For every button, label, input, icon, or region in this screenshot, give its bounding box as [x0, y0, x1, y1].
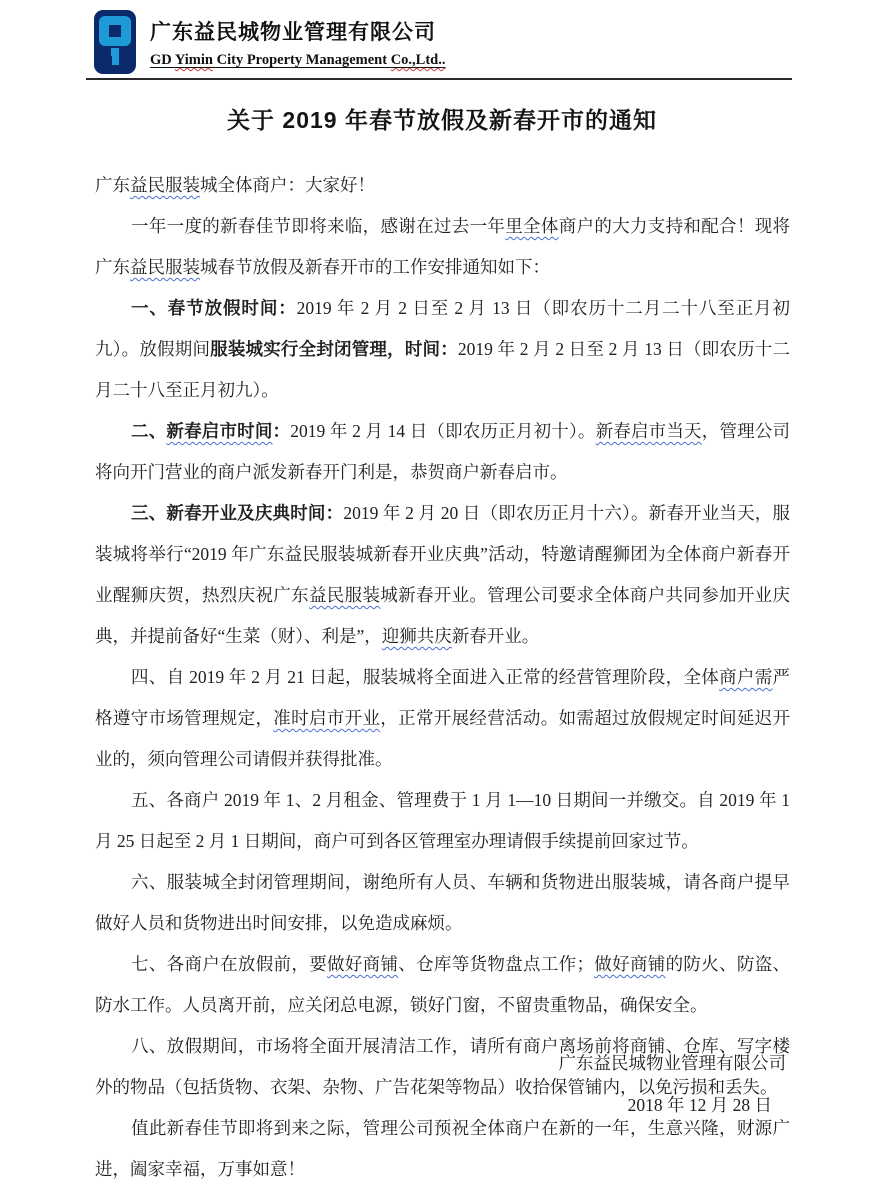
- paragraph: [95, 411, 790, 493]
- signature-date: 2018 年 12 月 28 日: [627, 1095, 772, 1115]
- text-run: 、仓库等货物盘点工作；: [398, 954, 594, 974]
- text-run: ，管理公司将向开门营业的商户派发新春开门利是，恭贺商户新春启市。: [95, 421, 791, 482]
- document-body: [95, 165, 790, 1190]
- text-run: GD: [150, 52, 175, 68]
- text-run: 一年一度的新春佳节即将来临，感谢在过去一年: [131, 216, 506, 236]
- text-run: 商户需: [719, 667, 773, 687]
- logo-connector: [111, 48, 119, 56]
- signature-company: 广东益民城物业管理有限公司: [558, 1053, 786, 1073]
- signature-block: [559, 1042, 791, 1126]
- logo-block-hole: [109, 25, 121, 37]
- paragraph: [95, 493, 790, 657]
- text-run: 迎狮共庆: [381, 626, 452, 646]
- text-run: 一、春节放假时间：: [131, 298, 297, 318]
- paragraph: [95, 944, 790, 1026]
- text-run: 2019 年 2 月 14 日（即农历正月初十）。: [290, 421, 596, 441]
- header-text: [150, 8, 792, 69]
- paragraph: [95, 862, 790, 944]
- text-run: 值此新春佳节即将到来之际，管理公司预祝全体商户在新的一年，生意兴隆，财源广进，阖家幸福，万事如意！: [95, 1118, 790, 1179]
- text-run: 益民服装: [308, 585, 381, 605]
- text-run: 做好商铺: [327, 954, 399, 974]
- text-run: 八、放假期间，市场将全面开展清洁工作，请所有商户离场前将商铺、仓库、写字楼外的物品（包括货物、衣架、杂物、广告花架等物品）收拾保管铺内，以免污损和丢失。: [95, 1036, 790, 1097]
- document-header: [92, 8, 792, 78]
- text-run: 服装城实行全封闭管理，时间：: [210, 339, 458, 359]
- text-run: 城全体商户：大家好！: [200, 175, 375, 195]
- text-run: Yimin: [174, 52, 213, 68]
- text-run: 益民服装: [130, 257, 200, 277]
- paragraph: [95, 288, 790, 411]
- paragraph: [95, 165, 790, 206]
- text-run: 里全体: [505, 216, 559, 236]
- company-name-chinese: 广东益民城物业管理有限公司: [150, 21, 436, 44]
- text-run: 2019 年 2 月 2 日至 2 月 13 日（即农历十二月二十八至正月初九）。: [95, 339, 791, 400]
- text-run: ：: [272, 421, 291, 441]
- paragraph: [95, 657, 790, 780]
- text-run: 三、新春开业及庆典时间：: [131, 503, 344, 523]
- text-run: 城春节放假及新春开市的工作安排通知如下：: [200, 257, 550, 277]
- text-run: 新春开业。: [451, 626, 540, 646]
- logo-block: [99, 16, 131, 46]
- document-title: 关于 2019 年春节放假及新春开市的通知: [227, 107, 657, 133]
- text-run: 六、服装城全封闭管理期间，谢绝所有人员、车辆和货物进出服装城，请各商户提早做好人员和货物进出时间安排，以免造成麻烦。: [95, 872, 790, 933]
- text-run: 商户的大力支持和配合！现将广东: [95, 216, 791, 277]
- text-run: 五、各商户 2019 年 1、2 月租金、管理费于 1 月 1—10 日期间一并缴交。自 2019 年 1 月 25 日起至 2 月 1 日期间，商户可到各区管理室办理请假手续提前回家过节。: [95, 790, 790, 851]
- text-run: Co.,Ltd..: [390, 52, 446, 68]
- text-run: 七、各商户在放假前，要: [131, 954, 328, 974]
- text-run: 四、自 2019 年 2 月 21 日起，服装城将全面进入正常的经营管理阶段，全体: [131, 667, 720, 687]
- text-run: 2019 年 2 月 2 日至 2 月 13 日（即农历十二月二十八至正月初九）。放假期间: [95, 298, 791, 359]
- text-run: 准时启市开业: [273, 708, 381, 728]
- company-logo-icon: [94, 10, 136, 74]
- paragraph: [95, 780, 790, 862]
- text-run: 新春启市时间: [166, 421, 273, 441]
- company-name-english: [150, 52, 792, 69]
- text-run: 2019 年 2 月 20 日（即农历正月十六）。新春开业当天，服装城将举行“2019 年广东益民服装城新春开业庆典”活动，特邀请醒狮团为全体商户新春开业醒狮庆贺，热烈庆祝广东: [95, 503, 791, 605]
- text-run: 益民服装: [130, 175, 200, 195]
- text-run: 新春启市当天: [595, 421, 702, 441]
- text-run: 做好商铺: [594, 954, 666, 974]
- text-run: 城新春开业。管理公司要求全体商户共同参加开业庆典，并提前备好“生菜（财）、利是”，: [95, 585, 791, 646]
- logo-dot: [112, 56, 119, 65]
- text-run: 严格遵守市场管理规定，: [95, 667, 791, 728]
- text-run: 广东: [95, 175, 130, 195]
- text-run: City Property Management: [212, 52, 391, 68]
- header-divider: [86, 78, 792, 80]
- paragraph: [95, 206, 790, 288]
- text-run: 二、: [131, 421, 167, 441]
- text-run: 的防火、防盗、防水工作。人员离开前，应关闭总电源，锁好门窗，不留贵重物品，确保安全。: [95, 954, 791, 1015]
- text-run: ，正常开展经营活动。如需超过放假规定时间延迟开业的，须向管理公司请假并获得批准。: [95, 708, 791, 769]
